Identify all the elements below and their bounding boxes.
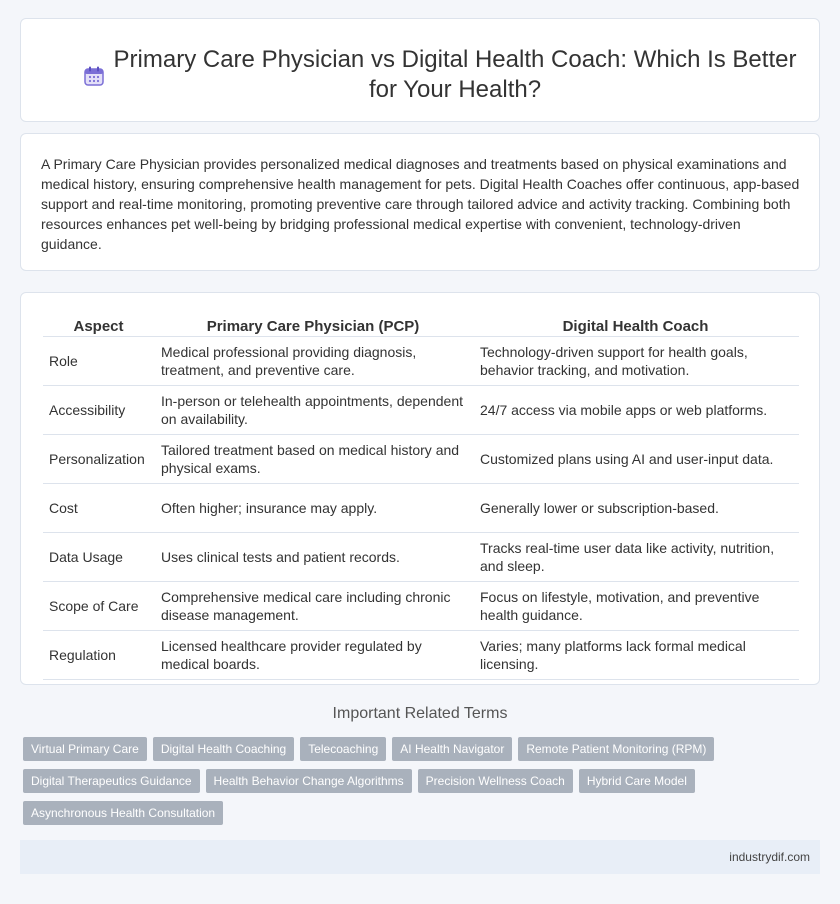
table-row bbox=[43, 582, 799, 631]
row-pcp: In-person or telehealth appointments, dependent on availability. bbox=[154, 386, 472, 435]
header-pcp: Primary Care Physician (PCP) bbox=[154, 315, 472, 337]
footer-site-link[interactable]: industrydif.com bbox=[729, 850, 810, 864]
row-coach: Varies; many platforms lack formal medical licensing. bbox=[472, 631, 799, 680]
intro-card bbox=[20, 133, 820, 271]
related-term-tag[interactable]: Remote Patient Monitoring (RPM) bbox=[518, 737, 714, 761]
related-term-tag[interactable]: Hybrid Care Model bbox=[579, 769, 695, 793]
row-pcp: Comprehensive medical care including chronic disease management. bbox=[154, 582, 472, 631]
row-pcp: Licensed healthcare provider regulated by medical boards. bbox=[154, 631, 472, 680]
related-term-tag[interactable]: Asynchronous Health Consultation bbox=[23, 801, 223, 825]
row-aspect: Cost bbox=[43, 484, 154, 533]
table-row bbox=[43, 386, 799, 435]
row-aspect: Accessibility bbox=[43, 386, 154, 435]
related-term-tag[interactable]: AI Health Navigator bbox=[392, 737, 512, 761]
title-card bbox=[20, 18, 820, 122]
row-coach: Tracks real-time user data like activity, nutrition, and sleep. bbox=[472, 533, 799, 582]
header-aspect: Aspect bbox=[43, 315, 154, 337]
row-coach: Generally lower or subscription-based. bbox=[472, 484, 799, 533]
header-coach: Digital Health Coach bbox=[472, 315, 799, 337]
table-row bbox=[43, 337, 799, 386]
row-aspect: Regulation bbox=[43, 631, 154, 680]
intro-paragraph: A Primary Care Physician provides personalized medical diagnoses and treatments based on physical examinations and medical history, ensuring comprehensive health management for pets. Digital Health Coaches offer continuous, app-based support and real-time monitoring, promoting preventive care through tailored advice and activity tracking. Combining both resources enhances pet well-being by bridging professional medical expertise with convenient, technology-driven guidance. bbox=[41, 156, 800, 252]
table-row bbox=[43, 484, 799, 533]
row-aspect: Role bbox=[43, 337, 154, 386]
related-terms-title: Important Related Terms bbox=[332, 705, 508, 722]
row-coach: 24/7 access via mobile apps or web platforms. bbox=[472, 386, 799, 435]
row-aspect: Scope of Care bbox=[43, 582, 154, 631]
row-coach: Focus on lifestyle, motivation, and preventive health guidance. bbox=[472, 582, 799, 631]
row-pcp: Often higher; insurance may apply. bbox=[154, 484, 472, 533]
comparison-card bbox=[20, 292, 820, 685]
row-pcp: Tailored treatment based on medical history and physical exams. bbox=[154, 435, 472, 484]
row-aspect: Data Usage bbox=[43, 533, 154, 582]
related-term-tag[interactable]: Digital Health Coaching bbox=[153, 737, 294, 761]
row-aspect: Personalization bbox=[43, 435, 154, 484]
related-term-tag[interactable]: Virtual Primary Care bbox=[23, 737, 147, 761]
table-row bbox=[43, 533, 799, 582]
page-title: Primary Care Physician vs Digital Health Coach: Which Is Better for Your Health? bbox=[113, 46, 797, 103]
row-pcp: Uses clinical tests and patient records. bbox=[154, 533, 472, 582]
comparison-table bbox=[43, 315, 799, 680]
table-row bbox=[43, 435, 799, 484]
related-term-tag[interactable]: Digital Therapeutics Guidance bbox=[23, 769, 200, 793]
table-row bbox=[43, 631, 799, 680]
related-term-tag[interactable]: Precision Wellness Coach bbox=[418, 769, 573, 793]
table-header-row bbox=[43, 315, 799, 337]
footer bbox=[20, 840, 820, 874]
related-terms-list bbox=[23, 737, 723, 825]
row-pcp: Medical professional providing diagnosis, treatment, and preventive care. bbox=[154, 337, 472, 386]
row-coach: Technology-driven support for health goals, behavior tracking, and motivation. bbox=[472, 337, 799, 386]
row-coach: Customized plans using AI and user-input data. bbox=[472, 435, 799, 484]
related-term-tag[interactable]: Telecoaching bbox=[300, 737, 386, 761]
related-term-tag[interactable]: Health Behavior Change Algorithms bbox=[206, 769, 412, 793]
